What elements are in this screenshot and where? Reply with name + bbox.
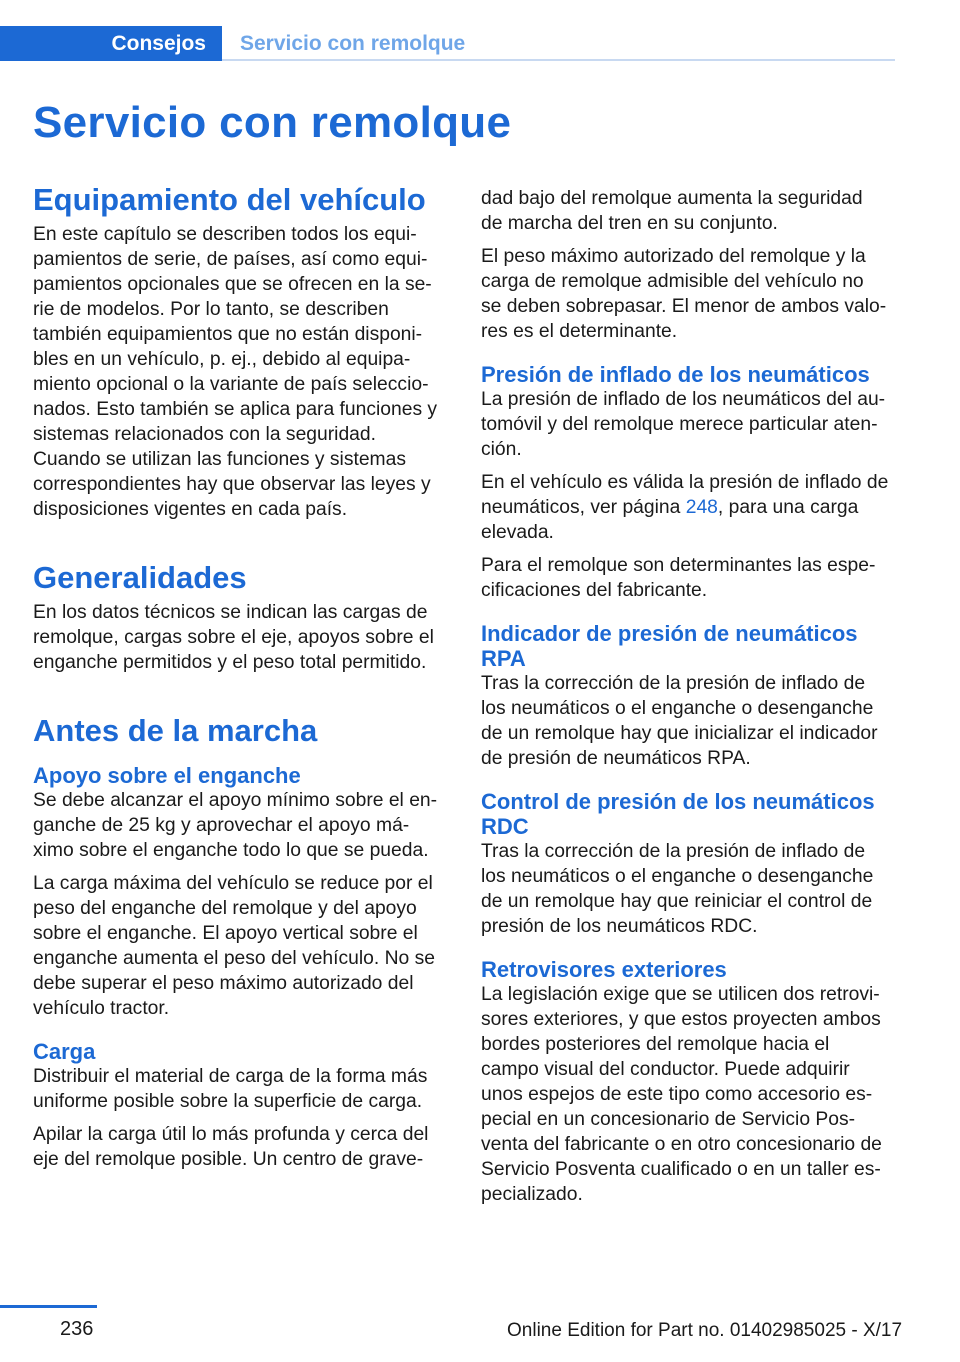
- paragraph-rdc: [481, 839, 901, 939]
- text-line: también equipamientos que no están disponi-: [33, 324, 423, 345]
- text-line: unos espejos de este tipo como accesorio es-: [481, 1084, 873, 1105]
- heading-line: Indicador de presión de neumáticos: [481, 621, 858, 646]
- text-line: enganche permitidos y el peso total permitido.: [33, 652, 427, 673]
- text-line: Tras la corrección de la presión de inflado de: [481, 673, 866, 694]
- text-line: En este capítulo se describen todos los equi-: [33, 224, 417, 245]
- paragraph-presion-2: [481, 470, 901, 545]
- text-line: sobre el enganche. El apoyo vertical sobre el: [33, 923, 418, 944]
- text-line: Cuando se utilizan las funciones y sistemas: [33, 449, 406, 470]
- text-line: debe superar el peso máximo autorizado del: [33, 973, 414, 994]
- text-line: venta del fabricante o en otro concesionario de: [481, 1134, 882, 1155]
- text-line: Distribuir el material de carga de la forma más: [33, 1066, 428, 1087]
- text-line: sores exteriores, y que estos proyecten ambos: [481, 1009, 881, 1030]
- heading-presion-inflado: Presión de inflado de los neumáticos: [481, 362, 870, 387]
- text-line: disposiciones vigentes en cada país.: [33, 499, 348, 520]
- heading-line: RPA: [481, 646, 526, 671]
- right-column: [481, 182, 901, 1207]
- paragraph-peso-maximo: [481, 244, 901, 344]
- heading-carga: Carga: [33, 1039, 96, 1064]
- heading-antes-marcha: Antes de la marcha: [33, 713, 318, 748]
- text-line: Para el remolque son determinantes las espe-: [481, 555, 876, 576]
- chapter-label: Consejos: [111, 31, 206, 55]
- heading-generalidades: Generalidades: [33, 560, 247, 595]
- text-line: presión de los neumáticos RDC.: [481, 916, 758, 937]
- text-line: [481, 495, 901, 520]
- text-line: tomóvil y del remolque merece particular aten-: [481, 414, 878, 435]
- text-line: En el vehículo es válida la presión de inflado de: [481, 472, 889, 493]
- heading-retrovisores: Retrovisores exteriores: [481, 957, 727, 982]
- text-line: bles en un vehículo, p. ej., debido al equipa-: [33, 349, 411, 370]
- text-line: Tras la corrección de la presión de inflado de: [481, 841, 866, 862]
- heading-equipamiento: Equipamiento del vehículo: [33, 182, 426, 217]
- page-title: Servicio con remolque: [33, 98, 512, 147]
- running-header: [0, 26, 895, 61]
- paragraph-rpa: [481, 671, 901, 771]
- text-line: Se debe alcanzar el apoyo mínimo sobre el en-: [33, 790, 438, 811]
- text-line: peso del enganche del remolque y del apoyo: [33, 898, 417, 919]
- text-line: La carga máxima del vehículo se reduce por el: [33, 873, 433, 894]
- paragraph-carga-2: [33, 1122, 453, 1172]
- paragraph-apoyo-1: [33, 788, 453, 863]
- header-rule: [222, 59, 895, 61]
- text-line: pamientos opcionales que se ofrecen en la se-: [33, 274, 432, 295]
- text-line: cificaciones del fabricante.: [481, 580, 708, 601]
- text-line: carga de remolque admisible del vehículo no: [481, 271, 864, 292]
- text-line: pamientos de serie, de países, así como equi-: [33, 249, 428, 270]
- text-line: La presión de inflado de los neumáticos del au-: [481, 389, 886, 410]
- text-line: dad bajo del remolque aumenta la seguridad: [481, 188, 863, 209]
- page-number: 236: [60, 1318, 94, 1340]
- text-line: En los datos técnicos se indican las cargas de: [33, 602, 428, 623]
- text-line: de un remolque hay que reiniciar el control de: [481, 891, 873, 912]
- paragraph-presion-1: [481, 387, 901, 462]
- chapter-tab: [0, 26, 222, 61]
- text-line: remolque, cargas sobre el eje, apoyos sobre el: [33, 627, 434, 648]
- edition-note: Online Edition for Part no. 01402985025 - X/17: [507, 1320, 903, 1341]
- text-line: de marcha del tren en su conjunto.: [481, 213, 778, 234]
- text-line: El peso máximo autorizado del remolque y la: [481, 246, 866, 267]
- heading-line: RDC: [481, 814, 529, 839]
- text-line: Apilar la carga útil lo más profunda y cerca del: [33, 1124, 429, 1145]
- paragraph-presion-3: [481, 553, 901, 603]
- text-line: eje del remolque posible. Un centro de grave-: [33, 1149, 424, 1170]
- text-line: rie de modelos. Por lo tanto, se describen: [33, 299, 389, 320]
- text-line: ximo sobre el enganche todo lo que se pueda.: [33, 840, 429, 861]
- text-line: enganche aumenta el peso del vehículo. No se: [33, 948, 435, 969]
- text-fragment: , para una carga: [717, 497, 859, 518]
- text-line: de un remolque hay que inicializar el indicador: [481, 723, 878, 744]
- left-column: [33, 182, 453, 1172]
- text-line: pecializado.: [481, 1184, 583, 1205]
- paragraph-apoyo-2: [33, 871, 453, 1021]
- text-line: ción.: [481, 439, 522, 460]
- text-line: vehículo tractor.: [33, 998, 170, 1019]
- text-line: pecial en un concesionario de Servicio Pos-: [481, 1109, 856, 1130]
- paragraph-equipamiento: [33, 222, 453, 522]
- paragraph-generalidades: [33, 600, 453, 675]
- text-line: correspondientes hay que observar las leyes y: [33, 474, 431, 495]
- paragraph-carga-1: [33, 1064, 453, 1114]
- text-line: sistemas relacionados con la seguridad.: [33, 424, 376, 445]
- text-line: bordes posteriores del remolque hacia el: [481, 1034, 830, 1055]
- text-line: res es el determinante.: [481, 321, 678, 342]
- text-line: se deben sobrepasar. El menor de ambos valo-: [481, 296, 887, 317]
- text-line: uniforme posible sobre la superficie de carga.: [33, 1091, 423, 1112]
- text-line: Servicio Posventa cualificado o en un taller es-: [481, 1159, 881, 1180]
- heading-line: Control de presión de los neumáticos: [481, 789, 875, 814]
- text-line: campo visual del conductor. Puede adquirir: [481, 1059, 850, 1080]
- text-fragment: neumáticos, ver página: [481, 497, 686, 518]
- text-line: de presión de neumáticos RPA.: [481, 748, 751, 769]
- text-line: los neumáticos o el enganche o desenganche: [481, 866, 874, 887]
- text-line: nados. Esto también se aplica para funciones y: [33, 399, 438, 420]
- heading-rpa: [481, 621, 901, 671]
- text-line: La legislación exige que se utilicen dos retrovi-: [481, 984, 880, 1005]
- paragraph-carga-continued: [481, 186, 901, 236]
- text-line: los neumáticos o el enganche o desenganche: [481, 698, 874, 719]
- page-reference-link[interactable]: 248: [685, 497, 718, 518]
- text-line: elevada.: [481, 522, 554, 543]
- text-line: ganche de 25 kg y aprovechar el apoyo má-: [33, 815, 410, 836]
- section-label: Servicio con remolque: [240, 31, 466, 55]
- paragraph-retrovisores: [481, 982, 901, 1207]
- text-line: miento opcional o la variante de país seleccio-: [33, 374, 429, 395]
- footer-rule: [0, 1305, 97, 1308]
- heading-rdc: [481, 789, 901, 839]
- heading-apoyo-enganche: Apoyo sobre el enganche: [33, 763, 301, 788]
